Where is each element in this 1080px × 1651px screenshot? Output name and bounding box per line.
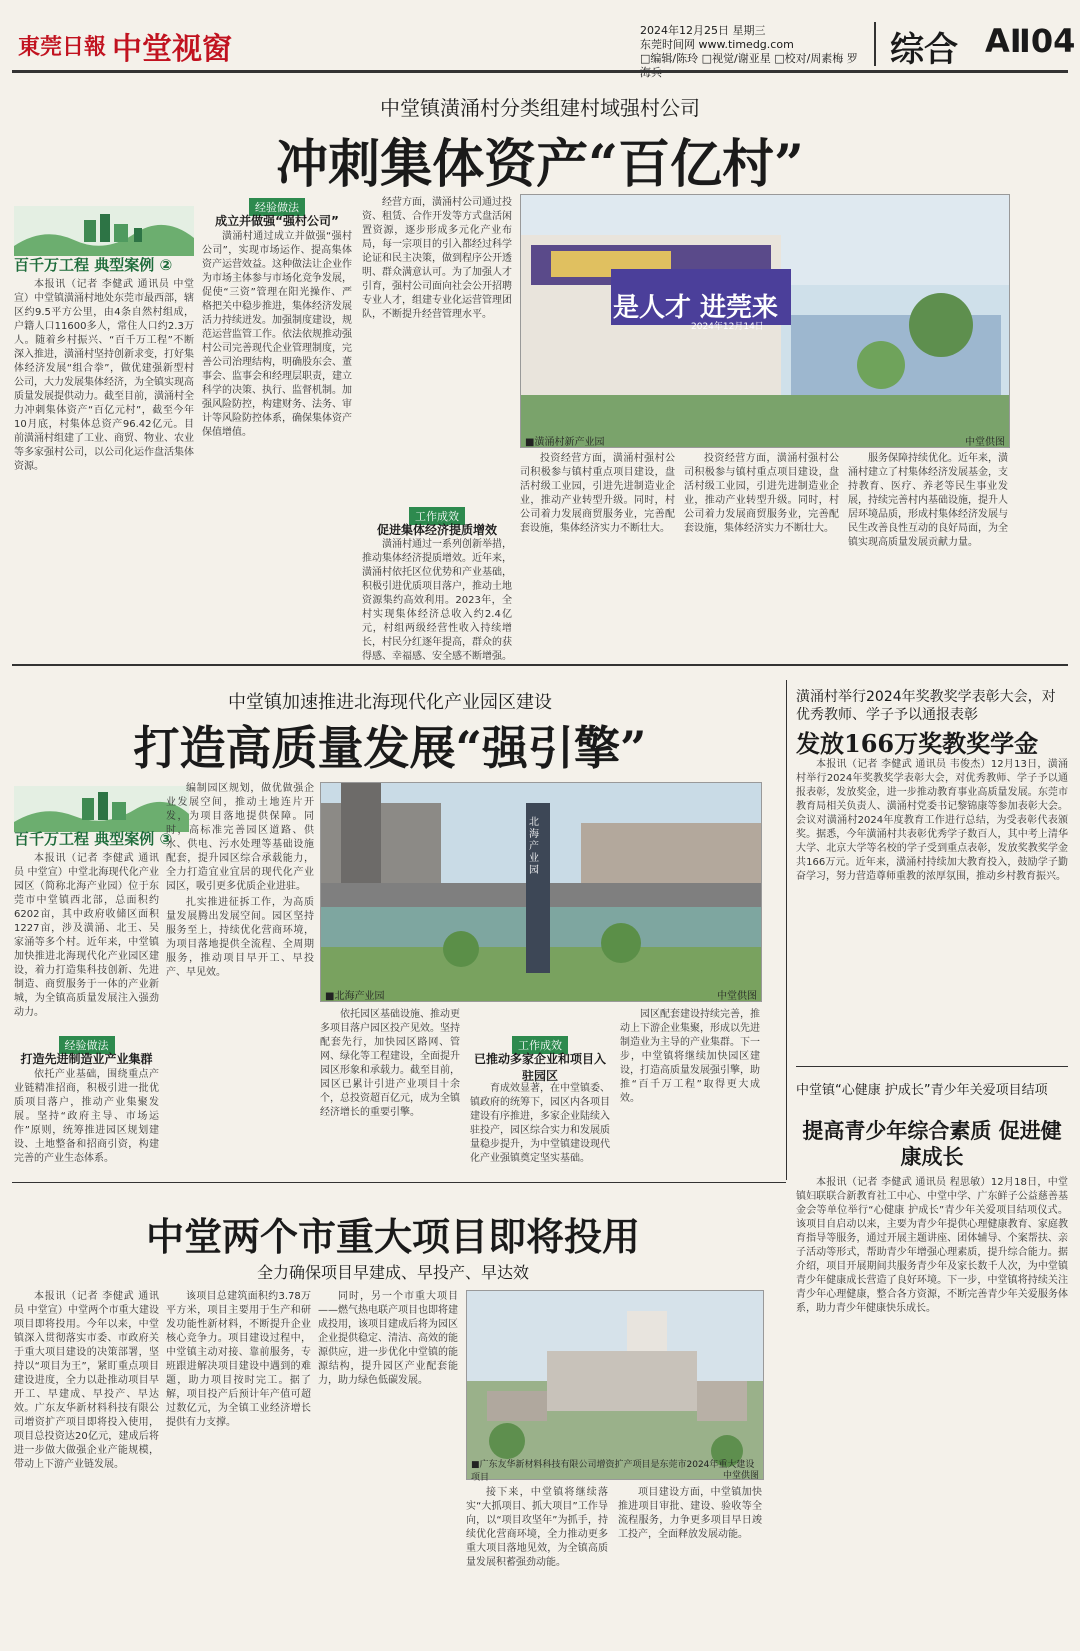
story3-column-1	[14, 1290, 159, 1640]
story1-column-3	[362, 196, 512, 496]
section-rule	[12, 1182, 786, 1183]
industrial-park-photo-image	[321, 783, 761, 1001]
series-label: 百千万工程 典型案例 ②	[14, 256, 173, 274]
story3-column-3	[318, 1290, 458, 1640]
story3-column-2	[166, 1290, 311, 1640]
story1-tag-1: 经验做法	[249, 198, 305, 216]
masthead-rule	[12, 70, 1068, 73]
story2-paragraph: 依托产业基础，围绕重点产业链精准招商，积极引进一批优质项目落户，推动产业集聚发展。坚持“政府主导、市场运作”原则，统筹推进园区规划建设、土地整备和招商引资，构建完善的产业生态体系。	[14, 1069, 159, 1164]
story1-paragraph: 潢涌村通过成立并做强“强村公司”，实现市场运作、提高集体资产运营效益。这种做法让企业作为市场主体参与市场化竞争发展，促使“三资”管理在阳光操作、严格把关中稳步推进，集体经济发展活力持续迸发。加强制度建设，规范运营监管工作。依法依规推动强村公司完善现代企业管理制度，完善公司治理结构，明确股东会、董事会、监事会和经理层职责，建立科学的决策、执行、监督机制。加强风险防控，构建财务、法务、审计等风险防控体系，确保集体资产保值增值。	[202, 231, 352, 438]
story2-column-5	[620, 1008, 760, 1172]
story3-paragraph: 接下来，中堂镇将继续落实“大抓项目、抓大项目”工作导向，以“项目攻坚年”为抓手，持续优化营商环境，全力推动更多重大项目落地见效，为全镇高质量发展积蓄强劲动能。	[466, 1487, 608, 1568]
side2-paragraph: 本报讯（记者 李健武 通讯员 程思敏）12月18日，中堂镇妇联联合新教育社工中心、中堂中学、广东鲜子公益慈善基金会等单位举行“心健康 护成长”青少年关爱项目结项仪式。该项目自启动以来，主要为青少年提供心理健康教育、家庭教育指导等服务，通过开展主题讲座、团体辅导、个案帮扶、亲子活动等形式，帮助青少年增强心理素质，提升综合能力。据介绍，项目开展期间共服务青少年及家长数千人次，为中堂镇青少年健康成长营造了良好环境。下一步，中堂镇将持续关注青少年心理健康，整合各方资源，不断完善青少年关爱服务体系，助力青少年健康快乐成长。	[796, 1177, 1068, 1314]
website: 东莞时间网 www.timedg.com	[640, 38, 794, 51]
column-rule	[786, 680, 787, 1180]
story1-paragraph: 投资经营方面，潢涌村强村公司积极参与镇村重点项目建设，盘活村级工业园，引进先进制造业企业，推动产业转型升级。同时，村公司着力发展商贸服务业，完善配套设施，集体经济实力不断壮大。	[520, 453, 675, 534]
village-emblem-icon	[14, 786, 189, 832]
series-label: 百千万工程 典型案例 ③	[14, 830, 173, 848]
side1-body	[796, 758, 1068, 1058]
banner-date: 2024年12月14日	[691, 322, 764, 332]
story3-paragraph: 该项目总建筑面积约3.78万平方米，项目主要用于生产和研发功能性新材料，不断提升企业核心竞争力。项目建设过程中，中堂镇主动对接、靠前服务，专班跟进解决项目建设中遇到的难题，助力项目按时完工。据了解，项目投产后预计年产值可超过数亿元，为全镇工业经济增长提供有力支撑。	[166, 1291, 311, 1428]
side2-body	[796, 1176, 1068, 1636]
story1-subhead-1: 成立并做强“强村公司”	[215, 214, 339, 228]
story2-title: 打造高质量发展“强引擎”	[133, 721, 647, 775]
story2-tag-1: 经验做法	[59, 1036, 115, 1054]
side1-kicker: 潢涌村举行2024年奖教奖学表彰大会，对优秀教师、学子予以通报表彰	[796, 689, 1056, 723]
story1-subhead-2: 促进集体经济提质增效	[376, 523, 497, 537]
masthead-logo: 東莞日報	[18, 34, 107, 60]
story1-paragraph: 潢涌村通过一系列创新举措，推动集体经济提质增效。近年来，潢涌村依托区位优势和产业基础，积极引进优质项目落户，推动土地资源集约高效利用。2023年，全村实现集体经济总收入约2.4亿元，村组两级经营性收入持续增长，村民分红逐年提高，群众的获得感、幸福感、安全感不断增强。	[362, 539, 512, 662]
series-emblem	[14, 786, 189, 832]
story2-tag-2: 工作成效	[512, 1036, 568, 1054]
story2-photo	[320, 782, 762, 1002]
story2-paragraph: 育成效显著，在中堂镇委、镇政府的统筹下，园区内各项目建设有序推进，多家企业陆续入驻投产，园区综合实力和发展质量稳步提升，为中堂镇建设现代化产业强镇奠定坚实基础。	[470, 1083, 610, 1164]
page-number: AⅡ04	[985, 22, 1076, 60]
story2-subhead-2: 已推动多家企业和项目入驻园区	[473, 1052, 606, 1083]
side1-paragraph: 本报讯（记者 李健武 通讯员 韦俊杰）12月13日，潢涌村举行2024年奖教奖学表彰大会，对优秀教师、学子予以通报表彰，发放奖金，进一步推动教育事业高质量发展。东莞市教育局相关负责人、潢涌村党委书记黎锦康等参加表彰大会。会议对潢涌村2024年度教育工作进行总结，为受表彰代表颁奖。据悉，今年潢涌村共表彰优秀学子数百人，其中考上清华大学、北京大学等名校的学子受到重点表彰，发放奖教奖学金共166万元。近年来，潢涌村持续加大教育投入，鼓励学子勤奋学习，努力营造尊师重教的浓厚氛围，推动乡村教育振兴。	[796, 759, 1068, 882]
story1-column-4	[520, 452, 675, 650]
story1-column-6	[848, 452, 1008, 650]
story3-title: 中堂两个市重大项目即将投用	[145, 1214, 640, 1259]
section-rule	[796, 1066, 1068, 1067]
photo-caption: ■广东友华新材料科技有限公司增资扩产项目是东莞市2024年重大建设项目	[471, 1460, 755, 1483]
series-emblem	[14, 206, 194, 256]
story2-column-2	[166, 782, 314, 1172]
story3-subtitle: 全力确保项目早建成、早投产、早达效	[256, 1263, 529, 1282]
story3-paragraph: 同时，另一个市重大项目——燃气热电联产项目也即将建成投用，该项目建成后将为园区企业提供稳定、清洁、高效的能源供应，进一步优化中堂镇的能源结构，提升园区产业配套能力，助力绿色低碳发展。	[318, 1291, 458, 1386]
divider	[874, 22, 876, 66]
photo-credit: 中堂供图	[965, 437, 1005, 448]
story2-paragraph: 依托园区基础设施、推动更多项目落户园区投产见效。坚持配套先行，加快园区路网、管网、绿化等工程建设，全面提升园区形象和承载力。截至目前，园区已累计引进产业项目十余个，总投资超百亿元，成为全镇经济增长的重要引擎。	[320, 1009, 460, 1118]
factory-photo-image	[467, 1291, 763, 1479]
story3-photo	[466, 1290, 764, 1483]
story3-column-5	[618, 1486, 762, 1640]
story2-paragraph: 园区配套建设持续完善，推动上下游企业集聚，形成以先进制造业为主导的产业集群。下一步，中堂镇将继续加快园区建设，打造高质量发展强引擎，助推“百千万工程”取得更大成效。	[620, 1009, 760, 1104]
story2-paragraph: 本报讯（记者 李健武 通讯员 中堂宣）中堂北海现代化产业园区（简称北海产业园）位于东莞市中堂镇西北部，总面积约6202亩，其中政府收储区面积1227亩，涉及潢涌、北王、吴家涌等多个村。近年来，中堂镇加快推进北海现代化产业园区建设，着力打造集科技创新、先进制造、商贸服务于一体的产业新城，为全镇高质量发展注入强劲动力。	[14, 853, 159, 1018]
page-category: 综合	[890, 30, 958, 70]
story1-column-2	[202, 230, 352, 650]
story1-paragraph: 服务保障持续优化。近年来，潢涌村建立了村集体经济发展基金，支持教育、医疗、养老等民生事业发展，持续完善村内基础设施，提升人居环境品质，形成村集体经济发展与民生改善良性互动的良好局面，为全镇实现高质量发展贡献力量。	[848, 453, 1008, 548]
story1-column-5	[684, 452, 839, 650]
photo-caption: ■潢涌村新产业园	[525, 437, 605, 448]
story1-kicker: 中堂镇潢涌村分类组建村域强村公司	[380, 96, 700, 120]
story1-photo	[520, 194, 1010, 448]
masthead-section: 中堂视窗	[112, 32, 232, 67]
story1-tag-2: 工作成效	[409, 507, 465, 525]
story3-paragraph: 项目建设方面，中堂镇加快推进项目审批、建设、验收等全流程服务，力争更多项目早日竣工投产，全面释放发展动能。	[618, 1487, 762, 1540]
story2-kicker: 中堂镇加速推进北海现代化产业园区建设	[228, 692, 552, 713]
story1-column-3b	[362, 538, 512, 662]
story3-column-4	[466, 1486, 608, 1640]
banner-text: 是人才 进莞来	[613, 293, 779, 323]
story2-column-3	[320, 1008, 460, 1172]
photo-credit: 中堂供图	[717, 991, 757, 1002]
side1-title: 发放166万奖教奖学金	[796, 729, 1039, 758]
story1-column-1	[14, 278, 194, 650]
editors: □编辑/陈玲 □视觉/谢亚星 □校对/周素梅 罗	[640, 52, 858, 65]
park-sign: 北海产业园	[529, 817, 539, 876]
section-rule	[12, 664, 1068, 666]
story2-column-1b	[14, 1068, 159, 1172]
issue-date: 2024年12月25日 星期三	[640, 24, 766, 37]
story2-paragraph: 编制园区规划，做优做强企业发展空间，推动土地连片开发，为项目落地提供保障。同时，高标准完善园区道路、供水、供电、污水处理等基础设施配套，提升园区综合承载能力，全力打造宜业宜居的现代化产业园区，吸引更多优质企业进驻。	[166, 783, 314, 892]
story3-paragraph: 本报讯（记者 李健武 通讯员 中堂宣）中堂两个市重大建设项目即将投用。今年以来，中堂镇深入贯彻落实市委、市政府关于重大项目建设的决策部署，坚持以“项目为王”，紧盯重点项目建设进度，全力以赴推动项目早开工、早建成、早投产、早达效。广东友华新材料科技有限公司增资扩产项目即将投入使用，项目总投资达20亿元，建成后将进一步做大做强企业产能规模，带动上下游产业链发展。	[14, 1291, 159, 1470]
story2-paragraph: 扎实推进征拆工作，为高质量发展腾出发展空间。园区坚持服务至上，持续优化营商环境，为项目落地提供全流程、全周期服务，推动项目早开工、早投产、早见效。	[166, 897, 314, 978]
story1-lead-paragraph: 本报讯（记者 李健武 通讯员 中堂宣）中堂镇潢涌村地处东莞市最西部，辖区约9.5平方公里，由4条自然村组成，户籍人口11600多人，常住人口约2.3万人。随着乡村振兴、“百千万工程”不断深入推进，潢涌村坚持创新求变，打好集体经济发展“组合拳”，做优建强新型村公司，大力发展集体经济，为全镇实现高质量发展提供动力。截至目前，潢涌村全力冲刺集体资产“百亿元村”，截至今年10月底，村集体总资产96.42亿元。目前潢涌村组建了工业、商贸、物业、农业等多家强村公司，以公司化运作盘活集体资源。	[14, 279, 194, 472]
story2-column-4	[470, 1082, 610, 1172]
story2-column-1	[14, 852, 159, 1028]
village-emblem-icon	[14, 206, 194, 256]
story1-paragraph: 投资经营方面，潢涌村强村公司积极参与镇村重点项目建设，盘活村级工业园，引进先进制造业企业，推动产业转型升级。同时，村公司着力发展商贸服务业，完善配套设施，集体经济实力不断壮大。	[684, 453, 839, 534]
story2-subhead-1: 打造先进制造业产业集群	[20, 1052, 153, 1066]
photo-credit: 中堂供图	[722, 1471, 759, 1481]
story1-title: 冲刺集体资产“百亿村”	[276, 134, 804, 195]
side2-title: 提高青少年综合素质 促进健康成长	[802, 1118, 1062, 1169]
side2-kicker: 中堂镇“心健康 护成长”青少年关爱项目结项	[796, 1083, 1048, 1098]
photo-caption: ■北海产业园	[325, 991, 385, 1002]
story1-paragraph: 经营方面，潢涌村公司通过投资、租赁、合作开发等方式盘活闲置资源，逐步形成多元化产业布局，每一宗项目的引入都经过科学论证和民主决策，做到程序公开透明、群众满意认可。为了加强人才引育，强村公司面向社会公开招聘专业人才，组建专业化运营管理团队，不断提升经营管理水平。	[362, 197, 512, 320]
